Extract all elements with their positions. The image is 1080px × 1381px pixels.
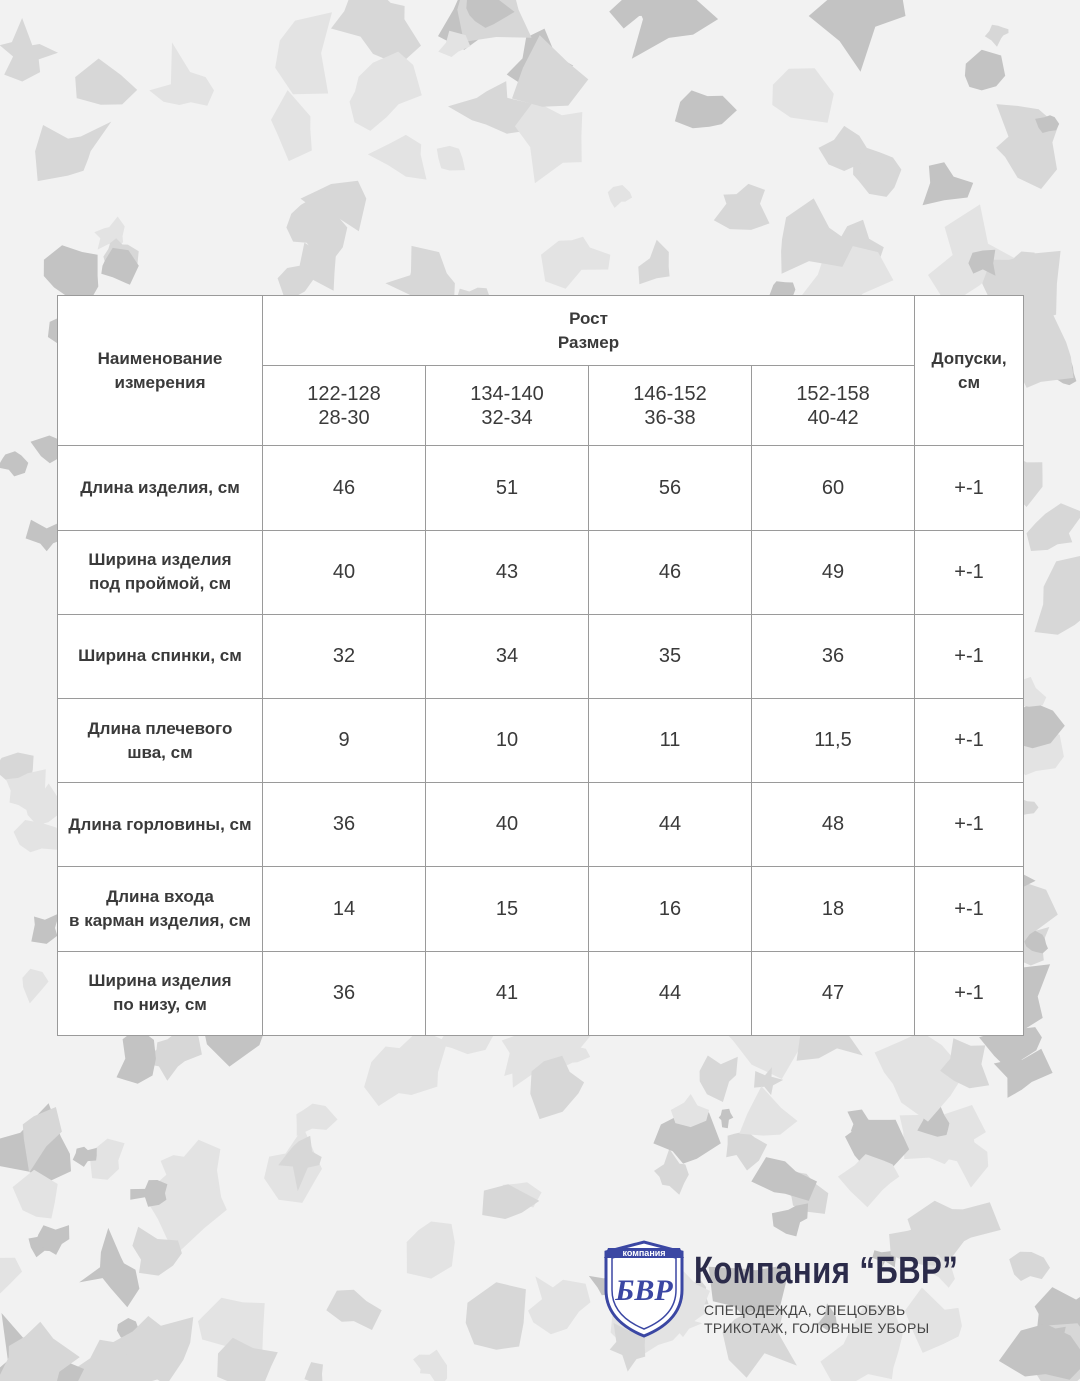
size-column-header: 152-158 40-42 — [752, 366, 915, 446]
measurement-value: 51 — [426, 446, 589, 530]
size-chart-table — [57, 295, 1024, 1036]
tolerance-value: +-1 — [915, 446, 1024, 530]
size-column-header: 146-152 36-38 — [589, 366, 752, 446]
table-row — [58, 951, 1024, 1035]
measurement-value: 11,5 — [752, 699, 915, 783]
measurement-value: 32 — [263, 614, 426, 698]
measure-header: Наименование измерения — [58, 296, 263, 446]
measurement-value: 49 — [752, 530, 915, 614]
tolerance-value: +-1 — [915, 783, 1024, 867]
table-row — [58, 446, 1024, 530]
tolerance-value: +-1 — [915, 614, 1024, 698]
company-tagline: ТРИКОТАЖ, ГОЛОВНЫЕ УБОРЫ — [704, 1320, 930, 1336]
measurement-name: Ширина изделия под проймой, см — [58, 530, 263, 614]
measurement-name: Длина горловины, см — [58, 783, 263, 867]
company-logo — [598, 1238, 690, 1338]
measurement-value: 40 — [426, 783, 589, 867]
measurement-name: Длина изделия, см — [58, 446, 263, 530]
company-name: Компания “БВР” — [694, 1250, 959, 1292]
size-chart — [57, 295, 1023, 1036]
measurement-value: 44 — [589, 783, 752, 867]
measurement-value: 43 — [426, 530, 589, 614]
measurement-name: Длина плечевого шва, см — [58, 699, 263, 783]
company-tagline: СПЕЦОДЕЖДА, СПЕЦОБУВЬ — [704, 1302, 906, 1318]
measurement-value: 46 — [589, 530, 752, 614]
svg-text:компания: компания — [622, 1248, 666, 1258]
measurement-value: 46 — [263, 446, 426, 530]
measurement-value: 48 — [752, 783, 915, 867]
measurement-value: 9 — [263, 699, 426, 783]
tolerance-value: +-1 — [915, 699, 1024, 783]
size-column-header: 134-140 32-34 — [426, 366, 589, 446]
measurement-value: 60 — [752, 446, 915, 530]
measurement-name: Ширина спинки, см — [58, 614, 263, 698]
svg-text:БВР: БВР — [615, 1274, 673, 1307]
measurement-value: 16 — [589, 867, 752, 951]
tolerance-value: +-1 — [915, 530, 1024, 614]
tolerance-header: Допуски, см — [915, 296, 1024, 446]
measurement-value: 36 — [263, 783, 426, 867]
measurement-value: 34 — [426, 614, 589, 698]
table-row — [58, 699, 1024, 783]
measurement-value: 14 — [263, 867, 426, 951]
measurement-value: 47 — [752, 951, 915, 1035]
measurement-name: Ширина изделия по низу, см — [58, 951, 263, 1035]
height-size-header: Рост Размер — [263, 296, 915, 366]
table-row — [58, 530, 1024, 614]
tolerance-value: +-1 — [915, 867, 1024, 951]
measurement-value: 44 — [589, 951, 752, 1035]
measurement-value: 11 — [589, 699, 752, 783]
table-row — [58, 867, 1024, 951]
measurement-value: 35 — [589, 614, 752, 698]
table-row — [58, 614, 1024, 698]
measurement-value: 18 — [752, 867, 915, 951]
measurement-name: Длина входа в карман изделия, см — [58, 867, 263, 951]
measurement-value: 56 — [589, 446, 752, 530]
measurement-value: 10 — [426, 699, 589, 783]
header-row-group — [58, 296, 1024, 366]
tolerance-value: +-1 — [915, 951, 1024, 1035]
measurement-value: 36 — [263, 951, 426, 1035]
table-row — [58, 783, 1024, 867]
company-brand — [598, 1238, 998, 1348]
measurement-value: 36 — [752, 614, 915, 698]
size-column-header: 122-128 28-30 — [263, 366, 426, 446]
measurement-value: 15 — [426, 867, 589, 951]
measurement-value: 41 — [426, 951, 589, 1035]
measurement-value: 40 — [263, 530, 426, 614]
